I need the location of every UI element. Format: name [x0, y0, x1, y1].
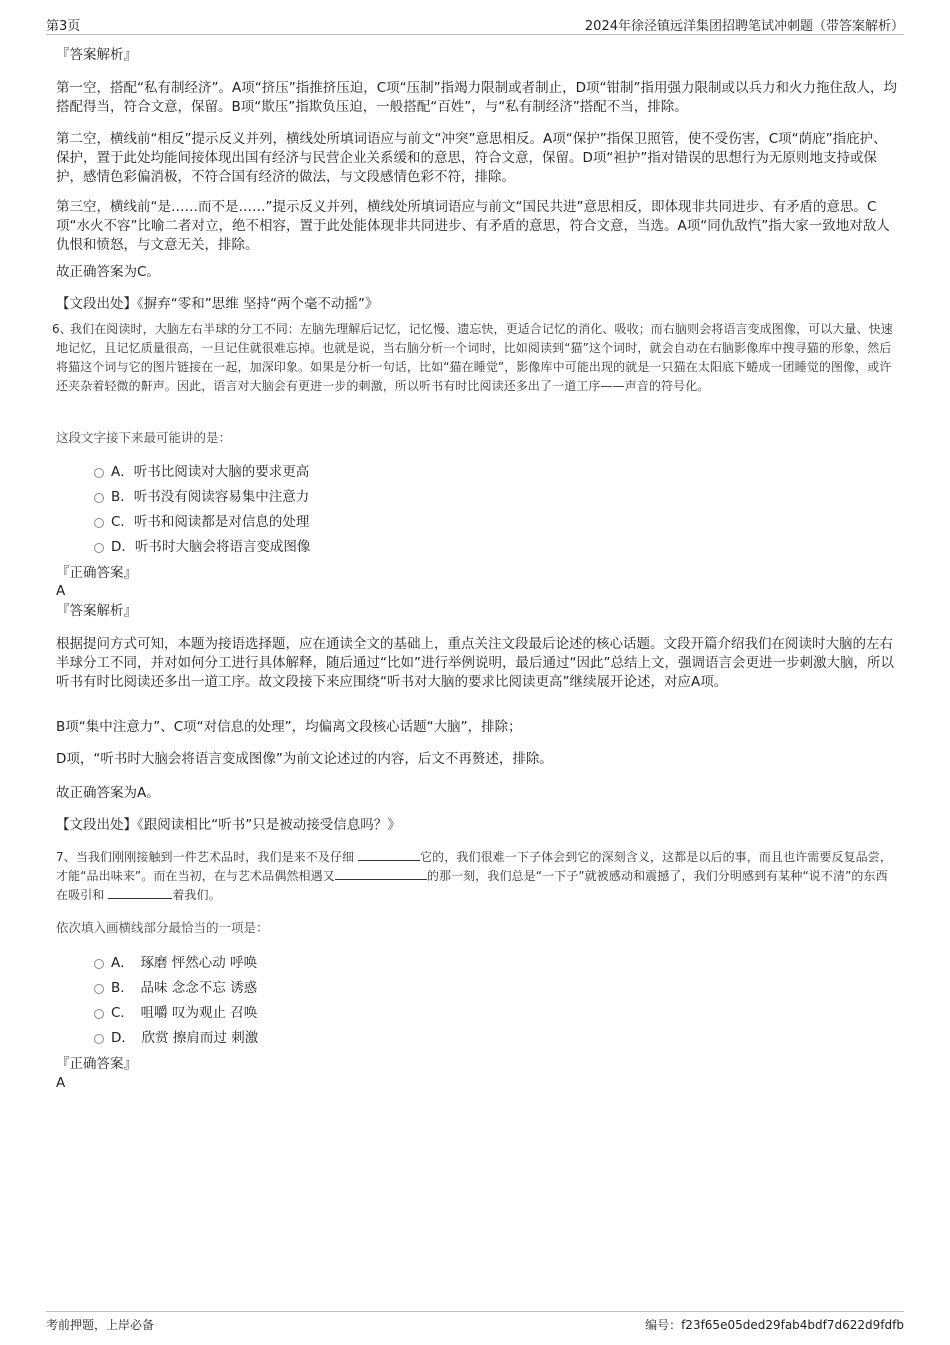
q6-option-d[interactable]: D．听书时大脑会将语言变成图像	[94, 536, 694, 561]
document-title: 2024年徐泾镇远洋集团招聘笔试冲刺题（带答案解析）	[584, 19, 904, 34]
q7-prompt: 依次填入画横线部分最恰当的一项是：	[56, 920, 269, 935]
q6-analysis-p2: B项“集中注意力”、C项“对信息的处理”，均偏离文段核心话题“大脑”，排除；	[56, 719, 522, 735]
q5-conclusion: 故正确答案为C。	[56, 264, 160, 280]
q6-option-a[interactable]: A．听书比阅读对大脑的要求更高	[94, 461, 694, 486]
radio-icon[interactable]	[94, 984, 104, 994]
q5-analysis-p1: 第一空，搭配“私有制经济”。A项“挤压”指推挤压迫，C项“压制”指竭力限制或者制止，D项“钳制”指用强力限制或以兵力和火力拖住敌人，均搭配得当，符合文意，保留。B项“欺压”指欺负压迫，一般搭配“百姓”，与“私有制经济”搭配不当，排除。	[56, 80, 898, 115]
radio-icon[interactable]	[94, 468, 104, 478]
q6-analysis-p3: D项，“听书时大脑会将语言变成图像”为前文论述过的内容，后文不再赘述，排除。	[56, 751, 553, 767]
q5-analysis-label: 『答案解析』	[56, 47, 137, 63]
q5-analysis-p3: 第三空，横线前“是……而不是……”提示反义并列，横线处所填词语应与前文“国民共进”意思相反，即体现非共同进步、有矛盾的意思。C项“水火不容”比喻二者对立，绝不相容，置于此处能体现非共同进步、有矛盾的意思，符合文意，当选。A项“同仇敌忾”指大家一致地对敌人仇恨和愤怒，与文意无关，排除。	[56, 199, 890, 253]
q6-option-c[interactable]: C．听书和阅读都是对信息的处理	[94, 511, 694, 536]
q6-text: 我们在阅读时，大脑左右半球的分工不同：左脑先理解后记忆，记忆慢、遗忘快，更适合记忆的消化、吸收；而右脑则会将语言变成图像，可以大量、快速地记忆，且记忆质量很高，一旦记住就很难忘掉。也就是说，当右脑分析一个词时，比如阅读到“猫”这个词时，就会自动在右脑影像库中搜寻猫的形象，然后将猫这个词与它的图片链接在一起，加深印象。如果是分析一句话，比如“猫在睡觉”，影像库中可能出现的就是一只猫在太阳底下蜷成一团睡觉的图像，或许还夹杂着轻微的鼾声。因此，语言对大脑会有更进一步的刺激，所以听书有时比阅读还多出了一道工序——声音的符号化。	[56, 322, 893, 393]
q5-analysis-p2: 第二空，横线前“相反”提示反义并列，横线处所填词语应与前文“冲突”意思相反。A项“保护”指保卫照管，使不受伤害，C项“荫庇”指庇护、保护，置于此处均能间接体现出国有经济与民营企业关系缓和的意思，符合文意，保留。D项“袒护”指对错误的思想行为无原则地支持或保护，感情色彩偏消极，不符合国有经济的做法，与文段感情色彩不符，排除。	[56, 131, 887, 185]
radio-icon[interactable]	[94, 543, 104, 553]
radio-icon[interactable]	[94, 1034, 104, 1044]
q6-number: 6、	[52, 322, 72, 336]
page-number: 第3页	[46, 19, 81, 34]
q6-prompt: 这段文字接下来最可能讲的是：	[56, 430, 232, 445]
q6-source: 【文段出处】《跟阅读相比“听书”只是被动接受信息吗？》	[56, 817, 401, 833]
blank-1	[358, 848, 420, 861]
blank-2	[335, 867, 427, 880]
q6-options	[94, 461, 694, 561]
q6-answer-label: 『正确答案』	[56, 565, 137, 581]
radio-icon[interactable]	[94, 959, 104, 969]
q7-answer-label: 『正确答案』	[56, 1056, 137, 1072]
q6-analysis-p1: 根据提问方式可知，本题为接语选择题，应在通读全文的基础上，重点关注文段最后论述的核心话题。文段开篇介绍我们在阅读时大脑的左右半球分工不同，并对如何分工进行具体解释，随后通过“比如”进行举例说明，最后通过“因此”总结上文，强调语言会更进一步刺激大脑，所以听书有时比阅读还多出一道工序。故文段接下来应围绕“听书对大脑的要求比阅读更高”继续展开论述，对应A项。	[56, 636, 894, 690]
q6-analysis-label: 『答案解析』	[56, 603, 137, 619]
q6-question	[52, 320, 898, 396]
document-id: 编号：f23f65e05ded29fab4bdf7d622d9fdfb	[645, 1318, 904, 1332]
q7-option-a[interactable]: A． 琢磨 怦然心动 呼唤	[94, 952, 694, 977]
radio-icon[interactable]	[94, 1009, 104, 1019]
blank-3	[108, 886, 172, 899]
q7-options	[94, 952, 694, 1052]
q7-answer: A	[56, 1075, 66, 1091]
q6-option-b[interactable]: B．听书没有阅读容易集中注意力	[94, 486, 694, 511]
radio-icon[interactable]	[94, 518, 104, 528]
q7-option-b[interactable]: B． 品味 念念不忘 诱惑	[94, 977, 694, 1002]
q7-question: 7、当我们刚刚接触到一件艺术品时，我们是来不及仔细 它的，我们很难一下子体会到它的深刻含义，这都是以后的事，而且也许需要反复品尝，才能“品出味来”。而在当初，在与艺术品偶然相遇又 的那一刻，我们总是“一下子”就被感动和震撼了，我们分明感到有某种“说不清”的东西在吸引和 着我们。	[56, 850, 892, 902]
footer-slogan: 考前押题，上岸必备	[46, 1318, 155, 1332]
q6-conclusion: 故正确答案为A。	[56, 785, 160, 801]
q7-number: 7、	[56, 850, 76, 864]
q7-option-c[interactable]: C． 咀嚼 叹为观止 召唤	[94, 1002, 694, 1027]
page-footer	[46, 1311, 904, 1334]
radio-icon[interactable]	[94, 493, 104, 503]
q7-option-d[interactable]: D． 欣赏 擦肩而过 刺激	[94, 1027, 694, 1052]
q6-answer: A	[56, 583, 66, 599]
q5-source: 【文段出处】《摒弃“零和”思维 坚持“两个毫不动摇”》	[56, 296, 379, 312]
page-header	[46, 14, 904, 35]
